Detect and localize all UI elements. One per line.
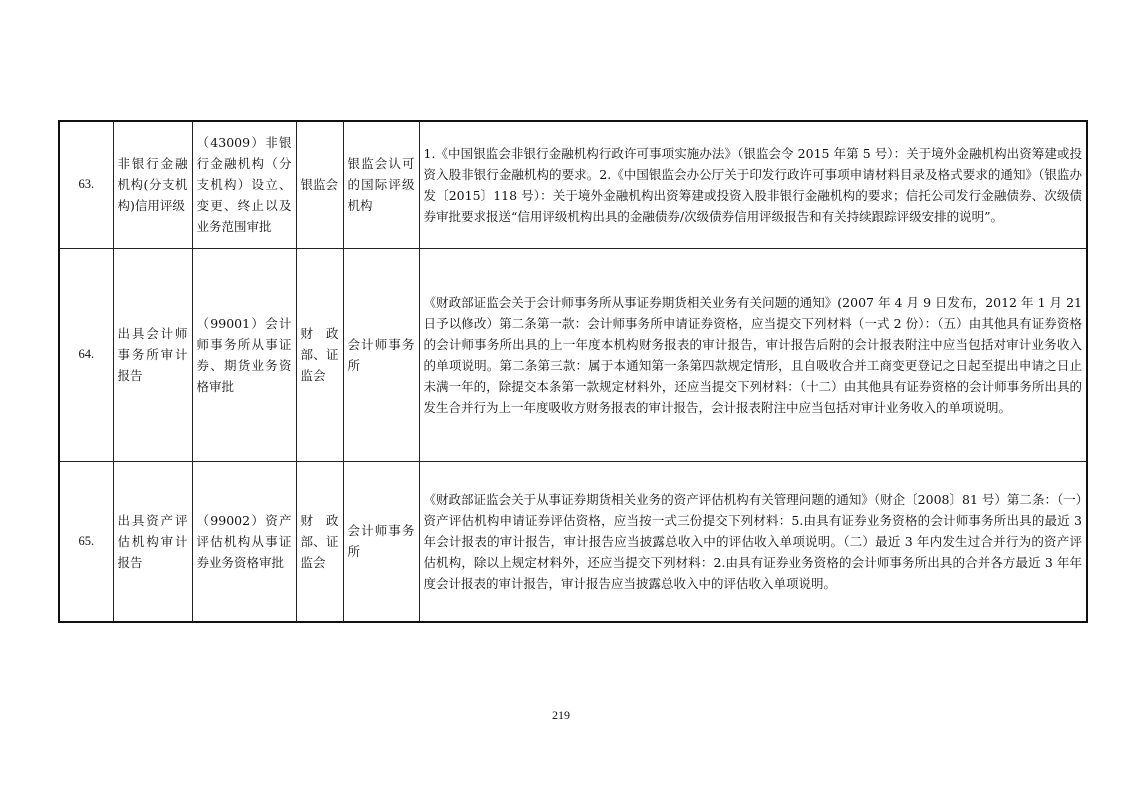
department: 银监会 (296, 121, 343, 248)
table-row (59, 248, 1087, 461)
service-name: 非银行金融机构(分支机构)信用评级 (113, 121, 192, 248)
row-number: 65. (59, 461, 113, 622)
row-number: 63. (59, 121, 113, 248)
legal-basis (419, 461, 1087, 622)
approval-item: （99001）会计师事务所从事证券、期货业务资格审批 (192, 248, 296, 461)
legal-basis-text: 《财政部证监会关于从事证券期货相关业务的资产评估机构有关管理问题的通知》（财企〔2008〕81 号）第二条：（一）资产评估机构申请证券评估资格，应当按一式三份提交下列材料：5.由具有证券业务资格的会计师事务所出具的最近 3 年会计报表的审计报告，审计报告应当披露总收入中的评估收入单项说明。（二）最近 3 年内发生过合并行为的资产评估机构，除以上规定材料外，还应当提交下列材料：2.由具有证券业务资格的会计师事务所出具的合并各方最近 3 年年度会计报表的审计报告，审计报告应当披露总收入中的评估收入单项说明。 (423, 491, 1082, 591)
legal-basis (419, 121, 1087, 248)
approval-item: （43009）非银行金融机构（分支机构）设立、变更、终止以及业务范围审批 (192, 121, 296, 248)
table-row (59, 461, 1087, 622)
service-name: 出具会计师事务所审计报告 (113, 248, 192, 461)
provider-scope: 银监会认可的国际评级机构 (343, 121, 419, 248)
legal-basis (419, 248, 1087, 461)
regulation-table (58, 120, 1088, 623)
page-number: 219 (552, 708, 570, 722)
provider-scope: 会计师事务所 (343, 461, 419, 622)
service-name: 出具资产评估机构审计报告 (113, 461, 192, 622)
legal-basis-text: 《财政部证监会关于会计师事务所从事证券期货相关业务有关问题的通知》(2007 年 4 月 9 日发布，2012 年 1 月 21 日予以修改）第二条第一款：会计师事务所申请证券资格，应当提交下列材料（一式 2 份）：（五）由其他具有证券资格的会计师事务所出具的上一年度本机构财务报表的审计报告，审计报告后附的会计报表附注中应当包括对审计业务收入的单项说明。第二条第三款：属于本通知第一条第四款规定情形，且自吸收合并工商变更登记之日起至提出申请之日止未满一年的，除提交本条第一款规定材料外，还应当提交下列材料：（十二）由其他具有证券资格的会计师事务所出具的发生合并行为上一年度吸收方财务报表的审计报告，会计报表附注中应当包括对审计业务收入的单项说明。 (423, 294, 1082, 415)
approval-item: （99002）资产评估机构从事证券业务资格审批 (192, 461, 296, 622)
legal-basis-text: 1.《中国银监会非银行金融机构行政许可事项实施办法》（银监会令 2015 年第 5 号）：关于境外金融机构出资筹建或投资入股非银行金融机构的要求。2.《中国银监会办公厅关于印发行政许可事项申请材料目录及格式要求的通知》（银监办发〔2015〕118 号）：关于境外金融机构出资筹建或投资入股非银行金融机构的要求；信托公司发行金融债券、次级债券审批要求报送“信用评级机构出具的金融债券/次级债券信用评级报告和有关持续跟踪评级安排的说明”。 (423, 145, 1082, 224)
department: 财政部、证监会 (296, 248, 343, 461)
row-number: 64. (59, 248, 113, 461)
department: 财政部、证监会 (296, 461, 343, 622)
provider-scope: 会计师事务所 (343, 248, 419, 461)
table-row (59, 121, 1087, 248)
